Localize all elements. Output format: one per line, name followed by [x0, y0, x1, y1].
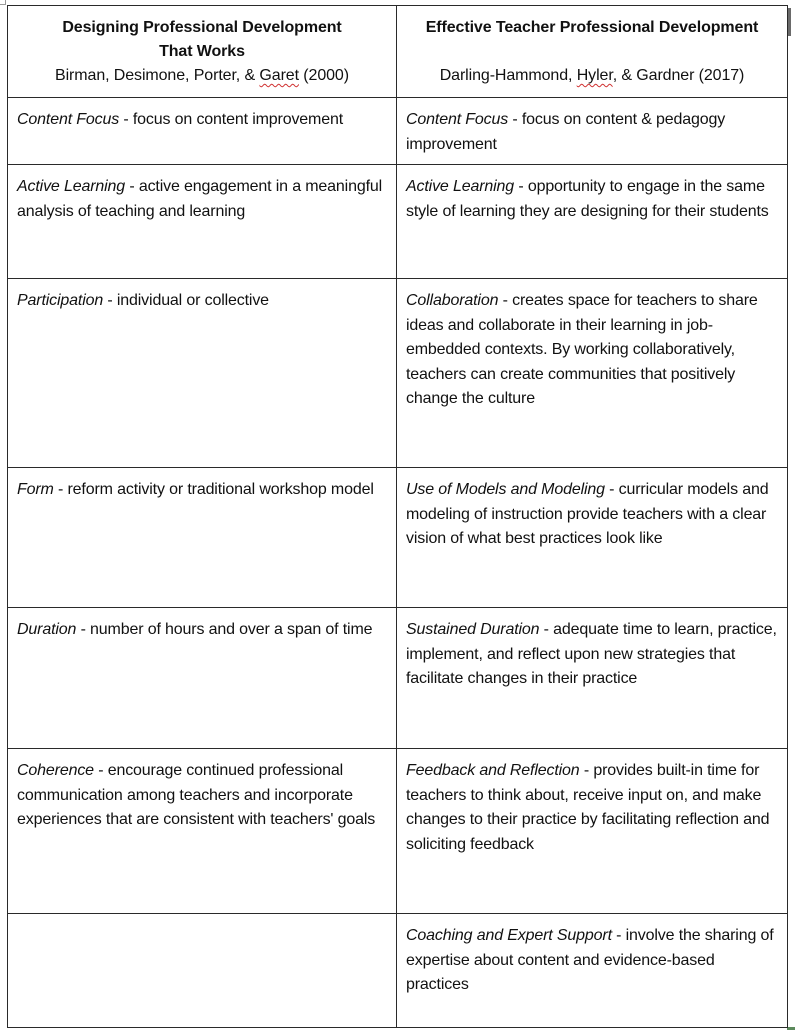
authors-text: Birman, Desimone, Porter, &	[55, 67, 260, 84]
cell-term: Content Focus	[17, 111, 120, 128]
table-row	[8, 165, 788, 279]
table-header-row	[8, 6, 788, 98]
table-cell	[397, 468, 788, 608]
cell-term: Duration	[17, 621, 77, 638]
header-cell-birman	[8, 6, 397, 98]
page-corner-mark	[0, 0, 6, 5]
table-row	[8, 468, 788, 608]
header-title-line2: That Works	[159, 43, 245, 60]
resize-handle-mark	[787, 1027, 795, 1030]
cell-term: Content Focus	[406, 111, 509, 128]
table-cell	[397, 914, 788, 1028]
cell-description: - individual or collective	[103, 292, 269, 309]
table-row	[8, 914, 788, 1028]
table-row	[8, 279, 788, 468]
cell-term: Form	[17, 481, 54, 498]
cell-term: Sustained Duration	[406, 621, 540, 638]
table-cell	[397, 165, 788, 279]
cell-description: - curricular models and modeling of instruction provide teachers with a clear vision of what best practices look like	[406, 481, 769, 547]
table-row	[8, 749, 788, 914]
table-cell	[8, 165, 397, 279]
cell-term: Use of Models and Modeling	[406, 481, 605, 498]
cell-term: Active Learning	[406, 178, 515, 195]
table-row	[8, 98, 788, 165]
table-cell	[397, 749, 788, 914]
header-title	[397, 6, 787, 40]
cell-description: - provides built-in time for teachers to think about, receive input on, and make changes to their practice by facilitating reflection and soliciting feedback	[406, 762, 770, 853]
table-cell	[397, 608, 788, 749]
table-cell	[8, 98, 397, 165]
page-edge-mark	[788, 8, 791, 36]
cell-term: Coaching and Expert Support	[406, 927, 612, 944]
cell-description: - number of hours and over a span of time	[76, 621, 373, 638]
cell-term: Collaboration	[406, 292, 499, 309]
header-cell-darling-hammond	[397, 6, 788, 98]
header-title-line1: Effective Teacher Professional Development	[425, 19, 759, 36]
cell-description: - involve the sharing of expertise about content and evidence-based practices	[406, 927, 774, 993]
table-row	[8, 608, 788, 749]
cell-description: - encourage continued professional communication among teachers and incorporate experiences that are consistent with teachers' goals	[17, 762, 376, 828]
header-title	[8, 6, 396, 64]
cell-description: - focus on content improvement	[119, 111, 344, 128]
spellcheck-flagged-word[interactable]: Garet	[259, 67, 299, 84]
table-cell-empty	[8, 914, 397, 1028]
spellcheck-flagged-word[interactable]: Hyler	[576, 67, 613, 84]
header-authors	[397, 64, 787, 88]
table-cell	[8, 749, 397, 914]
table-cell	[8, 608, 397, 749]
authors-year: , & Gardner (2017)	[612, 67, 745, 84]
cell-description: - active engagement in a meaningful analysis of teaching and learning	[17, 178, 383, 220]
cell-description: - reform activity or traditional workshop model	[53, 481, 374, 498]
cell-description: - creates space for teachers to share ideas and collaborate in their learning in job-embedded contexts. By working collaboratively, teachers can create communities that positively change the culture	[406, 292, 758, 407]
cell-term: Participation	[17, 292, 104, 309]
header-spacer	[397, 40, 787, 64]
authors-year: (2000)	[298, 67, 349, 84]
header-authors	[8, 64, 396, 88]
authors-text: Darling-Hammond,	[439, 67, 577, 84]
header-title-line1: Designing Professional Development	[62, 19, 342, 36]
cell-term: Active Learning	[17, 178, 126, 195]
table-cell	[8, 468, 397, 608]
table-cell	[397, 279, 788, 468]
table-cell	[397, 98, 788, 165]
cell-description: - adequate time to learn, practice, implement, and reflect upon new strategies that facilitate changes in their practice	[406, 621, 777, 687]
table-cell	[8, 279, 397, 468]
comparison-table	[7, 5, 788, 1028]
cell-description: - opportunity to engage in the same style of learning they are designing for their students	[406, 178, 769, 220]
cell-description: - focus on content & pedagogy improvement	[406, 111, 726, 153]
cell-term: Coherence	[17, 762, 94, 779]
cell-term: Feedback and Reflection	[406, 762, 580, 779]
